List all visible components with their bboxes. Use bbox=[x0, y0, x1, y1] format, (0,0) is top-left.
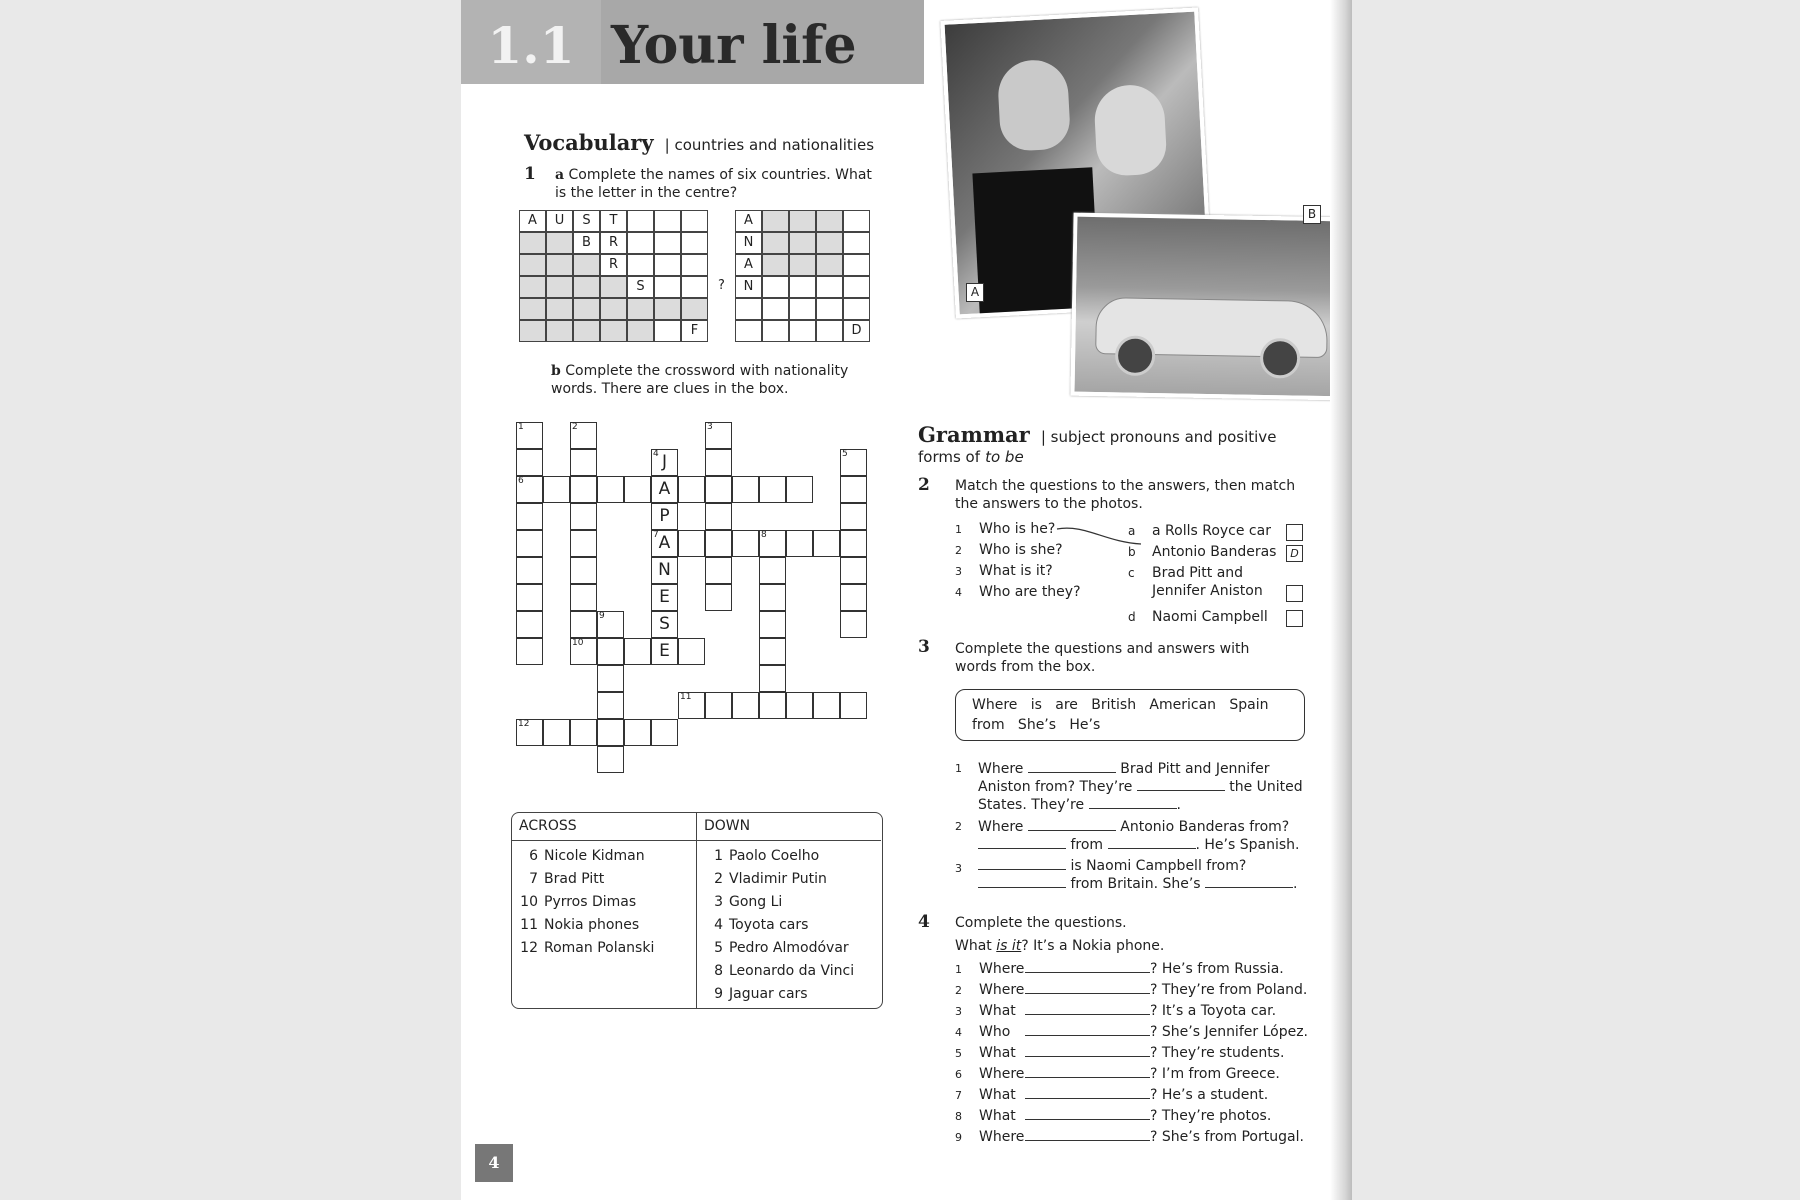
photo-car bbox=[1070, 213, 1346, 401]
crossword-clue-number: 3 bbox=[707, 422, 713, 432]
country-grid-cell[interactable] bbox=[789, 298, 816, 320]
crossword-cell[interactable] bbox=[705, 557, 732, 584]
ex4-item: 8 What ? They’re photos. bbox=[955, 1108, 1272, 1124]
country-grid bbox=[519, 210, 899, 345]
across-heading: ACROSS bbox=[512, 813, 696, 841]
crossword-cell[interactable] bbox=[678, 692, 705, 719]
crossword-cell[interactable] bbox=[759, 692, 786, 719]
answer-blank[interactable] bbox=[1025, 993, 1150, 994]
crossword-cell[interactable] bbox=[570, 476, 597, 503]
exercise-4-number: 4 bbox=[918, 912, 930, 932]
unit-header bbox=[461, 0, 924, 84]
crossword-letter: E bbox=[659, 587, 670, 607]
exercise-1b-instruction: b Complete the crossword with nationality words. There are clues in the box. bbox=[551, 363, 849, 397]
crossword-cell[interactable] bbox=[840, 611, 867, 638]
country-grid-cell[interactable] bbox=[627, 298, 654, 320]
exercise-3-number: 3 bbox=[918, 637, 930, 657]
crossword-letter: N bbox=[658, 560, 671, 580]
country-grid-cell[interactable] bbox=[843, 298, 870, 320]
country-grid-cell[interactable] bbox=[573, 276, 600, 298]
unit-title: Your life bbox=[601, 0, 924, 84]
exercise-4-instruction: Complete the questions. bbox=[955, 915, 1127, 931]
country-grid-cell[interactable] bbox=[735, 320, 762, 342]
country-grid-cell[interactable] bbox=[762, 254, 789, 276]
clue-item: 1 Paolo Coelho bbox=[714, 848, 820, 864]
crossword-cell[interactable] bbox=[732, 692, 759, 719]
photo-a-label: A bbox=[966, 283, 984, 302]
country-grid-cell[interactable] bbox=[546, 232, 573, 254]
country-grid-cell[interactable]: F bbox=[681, 320, 708, 342]
crossword-cell[interactable] bbox=[597, 746, 624, 773]
country-grid-cell[interactable]: ? bbox=[718, 278, 725, 293]
crossword-cell[interactable] bbox=[651, 449, 678, 476]
exercise-3-instruction: Complete the questions and answers with words from the box. bbox=[955, 641, 1250, 675]
down-heading: DOWN bbox=[697, 813, 881, 841]
crossword-letter: P bbox=[659, 506, 670, 526]
country-grid-cell[interactable] bbox=[789, 276, 816, 298]
workbook-page bbox=[461, 0, 1349, 1200]
country-grid-cell[interactable]: N bbox=[735, 232, 762, 254]
ex2-answer-box[interactable] bbox=[1286, 585, 1303, 602]
crossword-cell[interactable] bbox=[570, 719, 597, 746]
ex4-item: 9 Where ? She’s from Portugal. bbox=[955, 1129, 1304, 1145]
crossword-cell[interactable] bbox=[651, 503, 678, 530]
country-grid-cell[interactable] bbox=[519, 276, 546, 298]
photo-b-label: B bbox=[1303, 205, 1321, 224]
answer-blank[interactable] bbox=[1025, 1119, 1150, 1120]
crossword-cell[interactable] bbox=[516, 638, 543, 665]
vocabulary-heading: Vocabulary | countries and nationalities bbox=[524, 130, 875, 155]
crossword-cell[interactable] bbox=[705, 449, 732, 476]
ex4-item: 2 Where ? They’re from Poland. bbox=[955, 982, 1308, 998]
crossword-cell[interactable] bbox=[840, 530, 867, 557]
ex2-answer: c Brad Pitt and Jennifer Aniston bbox=[1128, 565, 1263, 599]
crossword-cell[interactable] bbox=[570, 422, 597, 449]
country-grid-cell[interactable] bbox=[762, 320, 789, 342]
ex2-question: 3 What is it? bbox=[955, 563, 1053, 579]
crossword-cell[interactable] bbox=[840, 692, 867, 719]
answer-blank[interactable] bbox=[1025, 1077, 1150, 1078]
country-grid-cell[interactable] bbox=[681, 276, 708, 298]
across-column bbox=[512, 813, 697, 1008]
country-grid-cell[interactable] bbox=[789, 232, 816, 254]
country-grid-cell[interactable]: R bbox=[600, 254, 627, 276]
country-grid-cell[interactable] bbox=[600, 276, 627, 298]
country-grid-cell[interactable] bbox=[762, 298, 789, 320]
ex2-answer: d Naomi Campbell bbox=[1128, 609, 1268, 625]
clue-item: 7 Brad Pitt bbox=[529, 871, 605, 887]
crossword-cell[interactable] bbox=[759, 557, 786, 584]
crossword-cell[interactable] bbox=[570, 557, 597, 584]
crossword-cell[interactable] bbox=[678, 476, 705, 503]
crossword-clue-number: 12 bbox=[518, 719, 530, 729]
crossword-cell[interactable] bbox=[705, 584, 732, 611]
ex2-question: 2 Who is she? bbox=[955, 542, 1063, 558]
exercise-2-number: 2 bbox=[918, 475, 930, 495]
country-grid-cell[interactable] bbox=[519, 298, 546, 320]
country-grid-cell[interactable] bbox=[654, 210, 681, 232]
country-grid-cell[interactable] bbox=[816, 298, 843, 320]
country-grid-cell[interactable] bbox=[843, 232, 870, 254]
country-grid-cell[interactable] bbox=[654, 320, 681, 342]
crossword-cell[interactable] bbox=[624, 476, 651, 503]
crossword-clue-number: 6 bbox=[518, 476, 524, 486]
car-wheel bbox=[1260, 338, 1301, 379]
ex3-item-2-number: 2 bbox=[955, 820, 962, 833]
exercise-4-example: What is it? It’s a Nokia phone. bbox=[955, 938, 1165, 954]
clue-item: 12 Roman Polanski bbox=[520, 940, 655, 956]
answer-blank[interactable] bbox=[1025, 1035, 1150, 1036]
word-box: Where is are British American Spain from She’s He’s bbox=[955, 689, 1305, 741]
crossword-clue-number: 1 bbox=[518, 422, 524, 432]
country-grid-cell[interactable]: T bbox=[600, 210, 627, 232]
clue-item: 8 Leonardo da Vinci bbox=[714, 963, 855, 979]
country-grid-cell[interactable] bbox=[627, 254, 654, 276]
crossword-clue-number: 11 bbox=[680, 692, 692, 702]
crossword-cell[interactable] bbox=[705, 503, 732, 530]
face-shape bbox=[997, 58, 1072, 152]
crossword-cell[interactable] bbox=[516, 422, 543, 449]
ex3-item-3: is Naomi Campbell from? from Britain. She’s . bbox=[978, 857, 1318, 893]
country-grid-cell[interactable] bbox=[816, 254, 843, 276]
country-grid-cell[interactable] bbox=[789, 320, 816, 342]
crossword-cell[interactable] bbox=[813, 530, 840, 557]
crossword-cell[interactable] bbox=[840, 584, 867, 611]
crossword-cell[interactable] bbox=[840, 449, 867, 476]
answer-blank[interactable] bbox=[1025, 1098, 1150, 1099]
ex3-item-2: Where Antonio Banderas from? from . He’s Spanish. bbox=[978, 819, 1300, 853]
country-grid-cell[interactable]: A bbox=[735, 254, 762, 276]
crossword-cell[interactable] bbox=[759, 476, 786, 503]
ex4-item: 7 What ? He’s a student. bbox=[955, 1087, 1269, 1103]
country-grid-cell[interactable] bbox=[519, 232, 546, 254]
country-grid-cell[interactable] bbox=[654, 254, 681, 276]
ex2-answer-box[interactable] bbox=[1286, 524, 1303, 541]
ex2-answer: b Antonio Banderas bbox=[1128, 544, 1277, 560]
country-grid-cell[interactable] bbox=[654, 298, 681, 320]
ex4-item: 4 Who ? She’s Jennifer López. bbox=[955, 1024, 1308, 1040]
crossword-cell[interactable] bbox=[570, 584, 597, 611]
clue-item: 9 Jaguar cars bbox=[714, 986, 808, 1002]
crossword-letter: E bbox=[659, 641, 670, 661]
crossword-cell[interactable] bbox=[570, 449, 597, 476]
country-grid-cell[interactable]: S bbox=[573, 210, 600, 232]
country-grid-cell[interactable] bbox=[789, 254, 816, 276]
across-list bbox=[512, 841, 696, 960]
country-grid-cell[interactable] bbox=[735, 298, 762, 320]
country-grid-cell[interactable] bbox=[816, 232, 843, 254]
country-grid-cell[interactable]: B bbox=[573, 232, 600, 254]
crossword-cell[interactable] bbox=[597, 638, 624, 665]
crossword-cell[interactable] bbox=[597, 476, 624, 503]
ex3-item-1-number: 1 bbox=[955, 762, 962, 775]
ex2-answer-box[interactable]: D bbox=[1286, 545, 1303, 562]
clues-box bbox=[511, 812, 883, 1009]
crossword-clue-number: 7 bbox=[653, 530, 659, 540]
country-grid-cell[interactable] bbox=[681, 298, 708, 320]
country-grid-cell[interactable] bbox=[627, 232, 654, 254]
crossword-cell[interactable] bbox=[678, 530, 705, 557]
crossword-cell[interactable] bbox=[786, 530, 813, 557]
down-list bbox=[697, 841, 881, 1006]
ex3-item-1: Where Brad Pitt and Jennifer Aniston from? They’re the United States. They’re . bbox=[978, 761, 1303, 813]
crossword-cell[interactable] bbox=[570, 503, 597, 530]
crossword-clue-number: 5 bbox=[842, 449, 848, 459]
crossword-cell[interactable] bbox=[597, 611, 624, 638]
down-column bbox=[697, 813, 881, 1006]
answer-blank[interactable] bbox=[1025, 1056, 1150, 1057]
ex4-item: 6 Where ? I’m from Greece. bbox=[955, 1066, 1280, 1082]
crossword-clue-number: 4 bbox=[653, 449, 659, 459]
crossword-letter: S bbox=[659, 614, 670, 634]
country-grid-cell[interactable] bbox=[627, 320, 654, 342]
country-grid-cell[interactable] bbox=[654, 232, 681, 254]
country-grid-cell[interactable]: S bbox=[627, 276, 654, 298]
clue-item: 11 Nokia phones bbox=[520, 917, 640, 933]
crossword-cell[interactable] bbox=[840, 476, 867, 503]
crossword-cell[interactable] bbox=[516, 719, 543, 746]
country-grid-cell[interactable] bbox=[762, 276, 789, 298]
answer-blank[interactable] bbox=[1025, 972, 1150, 973]
crossword-cell[interactable] bbox=[651, 611, 678, 638]
country-grid-cell[interactable]: D bbox=[843, 320, 870, 342]
country-grid-cell[interactable] bbox=[843, 276, 870, 298]
crossword-cell[interactable] bbox=[786, 692, 813, 719]
ex3-item-3-number: 3 bbox=[955, 862, 962, 875]
country-grid-cell[interactable]: A bbox=[519, 210, 546, 232]
exercise-1-number: 1 bbox=[524, 164, 536, 184]
crossword-cell[interactable] bbox=[786, 476, 813, 503]
crossword-cell[interactable] bbox=[516, 476, 543, 503]
ex4-item: 5 What ? They’re students. bbox=[955, 1045, 1285, 1061]
match-line bbox=[1055, 522, 1145, 552]
exercise-2-instruction: Match the questions to the answers, then match the answers to the photos. bbox=[955, 478, 1296, 512]
face-shape bbox=[1093, 83, 1168, 177]
crossword-cell[interactable] bbox=[624, 638, 651, 665]
country-grid-cell[interactable] bbox=[519, 320, 546, 342]
crossword-cell[interactable] bbox=[516, 449, 543, 476]
crossword-cell[interactable] bbox=[759, 665, 786, 692]
crossword-cell[interactable] bbox=[651, 584, 678, 611]
crossword-cell[interactable] bbox=[597, 665, 624, 692]
crossword-cell[interactable] bbox=[651, 476, 678, 503]
country-grid-cell[interactable]: U bbox=[546, 210, 573, 232]
crossword-cell[interactable] bbox=[570, 611, 597, 638]
clue-item: 6 Nicole Kidman bbox=[529, 848, 645, 864]
crossword-cell[interactable] bbox=[516, 584, 543, 611]
crossword-cell[interactable] bbox=[759, 584, 786, 611]
answer-blank[interactable] bbox=[1025, 1140, 1150, 1141]
country-grid-cell[interactable] bbox=[789, 210, 816, 232]
crossword-cell[interactable] bbox=[516, 611, 543, 638]
crossword-cell[interactable] bbox=[597, 719, 624, 746]
clue-item: 10 Pyrros Dimas bbox=[520, 894, 637, 910]
country-grid-cell[interactable]: A bbox=[735, 210, 762, 232]
crossword-cell[interactable] bbox=[543, 476, 570, 503]
country-grid-cell[interactable] bbox=[816, 276, 843, 298]
car-wheel bbox=[1115, 335, 1156, 376]
crossword-cell[interactable] bbox=[705, 692, 732, 719]
crossword-cell[interactable] bbox=[759, 638, 786, 665]
ex2-question: 4 Who are they? bbox=[955, 584, 1081, 600]
crossword-cell[interactable] bbox=[651, 557, 678, 584]
crossword-cell[interactable] bbox=[705, 476, 732, 503]
page-number: 4 bbox=[475, 1144, 513, 1182]
crossword-cell[interactable] bbox=[516, 557, 543, 584]
crossword-cell[interactable] bbox=[651, 719, 678, 746]
clue-item: 4 Toyota cars bbox=[714, 917, 809, 933]
country-grid-cell[interactable]: N bbox=[735, 276, 762, 298]
crossword-cell[interactable] bbox=[543, 719, 570, 746]
crossword-grid bbox=[516, 422, 896, 802]
crossword-cell[interactable] bbox=[705, 422, 732, 449]
crossword-cell[interactable] bbox=[624, 719, 651, 746]
crossword-cell[interactable] bbox=[516, 530, 543, 557]
crossword-letter: J bbox=[661, 452, 667, 472]
country-grid-cell[interactable] bbox=[600, 320, 627, 342]
country-grid-cell[interactable] bbox=[681, 254, 708, 276]
country-grid-cell[interactable] bbox=[843, 210, 870, 232]
country-grid-cell[interactable] bbox=[816, 210, 843, 232]
unit-number: 1.1 bbox=[461, 0, 601, 84]
crossword-cell[interactable] bbox=[759, 530, 786, 557]
country-grid-cell[interactable] bbox=[681, 210, 708, 232]
crossword-cell[interactable] bbox=[570, 638, 597, 665]
crossword-cell[interactable] bbox=[651, 530, 678, 557]
country-grid-cell[interactable] bbox=[762, 232, 789, 254]
crossword-cell[interactable] bbox=[840, 557, 867, 584]
crossword-cell[interactable] bbox=[516, 503, 543, 530]
crossword-clue-number: 10 bbox=[572, 638, 584, 648]
answer-blank[interactable] bbox=[1025, 1014, 1150, 1015]
country-grid-cell[interactable] bbox=[600, 298, 627, 320]
country-grid-cell[interactable] bbox=[546, 276, 573, 298]
crossword-cell[interactable] bbox=[813, 692, 840, 719]
crossword-cell[interactable] bbox=[840, 503, 867, 530]
country-grid-cell[interactable] bbox=[573, 298, 600, 320]
crossword-cell[interactable] bbox=[570, 530, 597, 557]
ex4-item: 1 Where ? He’s from Russia. bbox=[955, 961, 1284, 977]
crossword-cell[interactable] bbox=[651, 638, 678, 665]
exercise-1a-instruction: a Complete the names of six countries. What is the letter in the centre? bbox=[555, 167, 872, 201]
grammar-heading: Grammar | subject pronouns and positive forms of to be bbox=[918, 422, 1277, 466]
crossword-cell[interactable] bbox=[705, 530, 732, 557]
country-grid-cell[interactable] bbox=[546, 254, 573, 276]
country-grid-cell[interactable] bbox=[627, 210, 654, 232]
country-grid-cell[interactable] bbox=[546, 320, 573, 342]
country-grid-cell[interactable] bbox=[573, 254, 600, 276]
country-grid-cell[interactable] bbox=[573, 320, 600, 342]
country-grid-cell[interactable] bbox=[843, 254, 870, 276]
crossword-letter: A bbox=[658, 533, 671, 553]
crossword-clue-number: 9 bbox=[599, 611, 605, 621]
country-grid-cell[interactable] bbox=[519, 254, 546, 276]
country-grid-cell[interactable] bbox=[654, 276, 681, 298]
crossword-letter: A bbox=[658, 479, 671, 499]
ex2-answer: a a Rolls Royce car bbox=[1128, 523, 1271, 539]
country-grid-cell[interactable] bbox=[681, 232, 708, 254]
crossword-cell[interactable] bbox=[597, 692, 624, 719]
crossword-cell[interactable] bbox=[732, 530, 759, 557]
country-grid-cell[interactable] bbox=[546, 298, 573, 320]
clue-item: 5 Pedro Almodóvar bbox=[714, 940, 849, 956]
country-grid-cell[interactable] bbox=[762, 210, 789, 232]
country-grid-cell[interactable]: R bbox=[600, 232, 627, 254]
crossword-cell[interactable] bbox=[732, 476, 759, 503]
crossword-clue-number: 2 bbox=[572, 422, 578, 432]
crossword-cell[interactable] bbox=[759, 611, 786, 638]
clue-item: 2 Vladimir Putin bbox=[714, 871, 827, 887]
ex2-answer-box[interactable] bbox=[1286, 610, 1303, 627]
clue-item: 3 Gong Li bbox=[714, 894, 783, 910]
ex4-item: 3 What ? It’s a Toyota car. bbox=[955, 1003, 1277, 1019]
crossword-cell[interactable] bbox=[678, 638, 705, 665]
page-gutter-shadow bbox=[1330, 0, 1352, 1200]
crossword-clue-number: 8 bbox=[761, 530, 767, 540]
ex2-question: 1 Who is he? bbox=[955, 521, 1056, 537]
country-grid-cell[interactable] bbox=[816, 320, 843, 342]
